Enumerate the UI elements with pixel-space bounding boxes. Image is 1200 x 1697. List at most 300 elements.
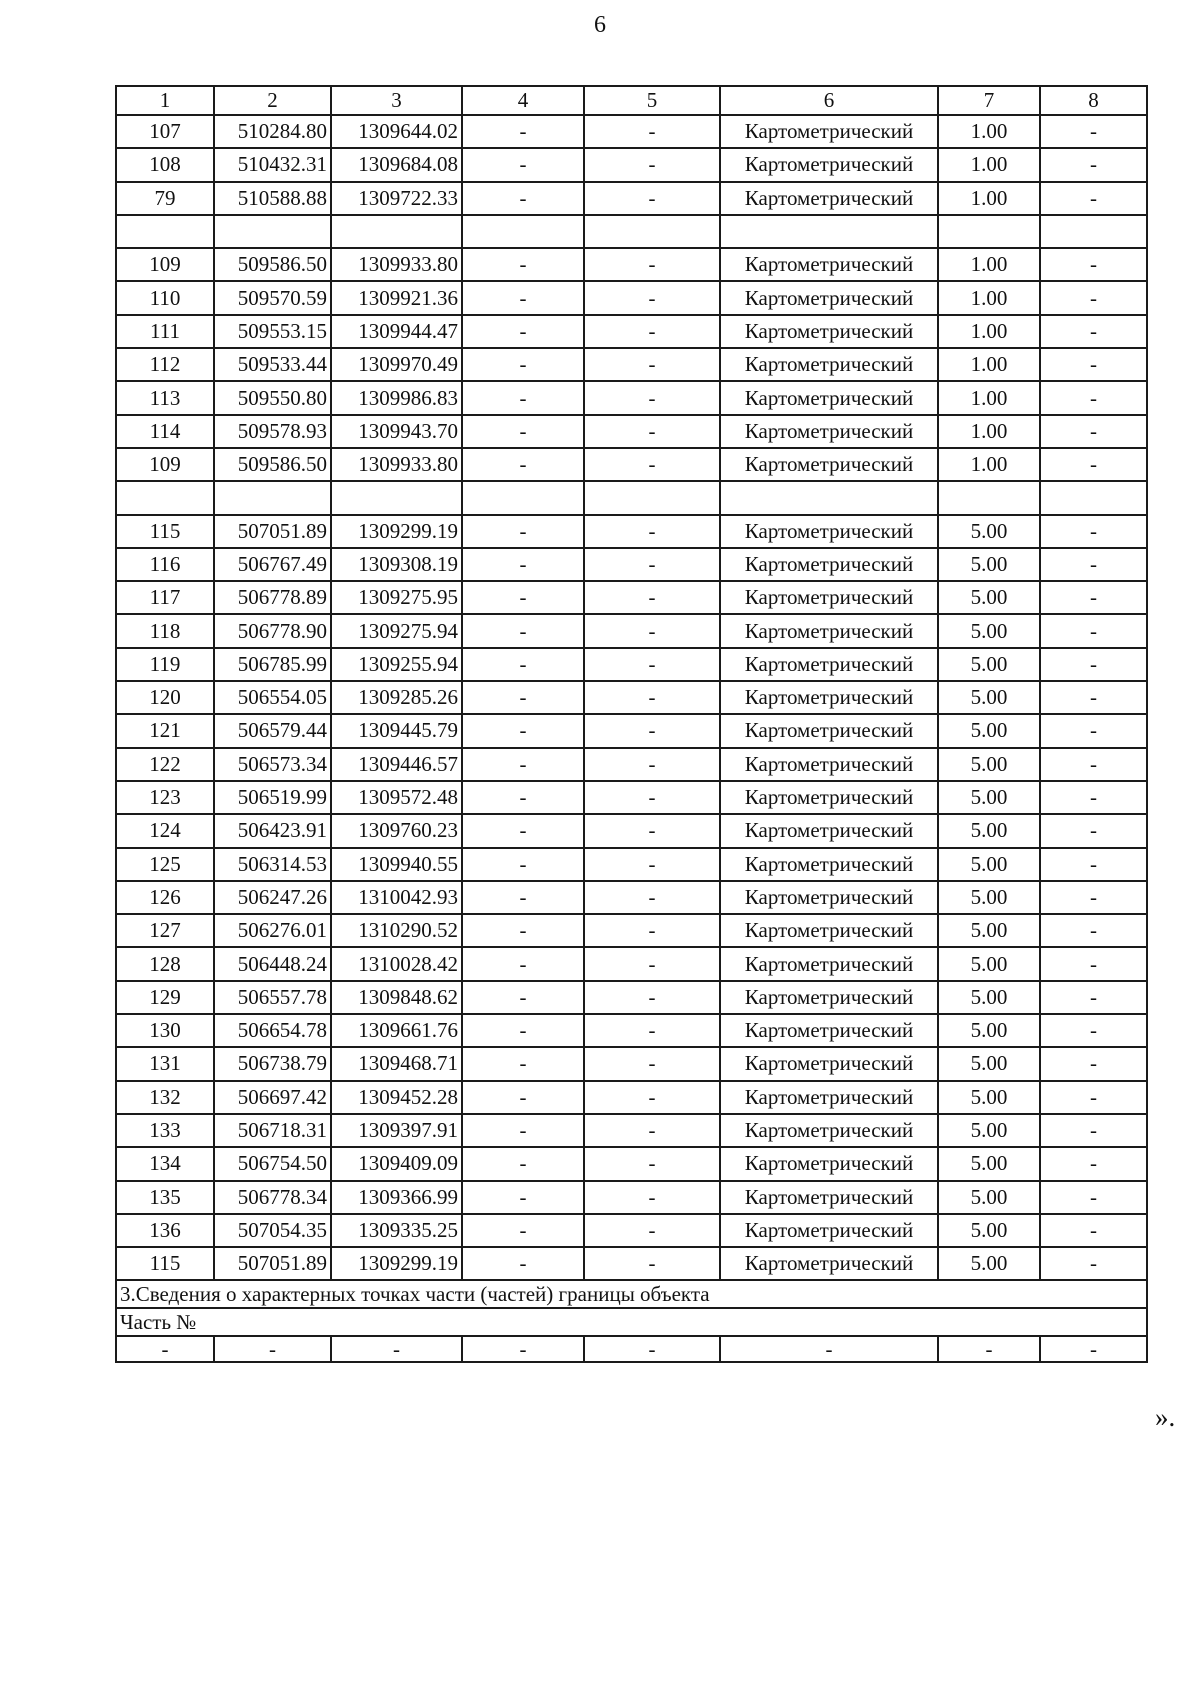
col8-cell: - (1040, 1014, 1147, 1047)
column-header: 5 (584, 86, 720, 115)
point-number-cell: 123 (116, 781, 214, 814)
x-coordinate-cell: 510588.88 (214, 182, 331, 215)
col5-cell: - (584, 914, 720, 947)
closing-quote: ». (1155, 1402, 1176, 1432)
table-row (116, 881, 1147, 914)
y-coordinate-cell: 1310042.93 (331, 881, 462, 914)
point-number-cell: 115 (116, 515, 214, 548)
method-cell: Картометрический (720, 614, 938, 647)
y-coordinate-cell: 1309760.23 (331, 814, 462, 847)
col5-cell: - (584, 614, 720, 647)
point-number-cell: 132 (116, 1081, 214, 1114)
method-cell: Картометрический (720, 281, 938, 314)
x-coordinate-cell: 507054.35 (214, 1214, 331, 1247)
section-title-row (116, 1280, 1147, 1308)
x-coordinate-cell: 506785.99 (214, 648, 331, 681)
point-number-cell: 109 (116, 248, 214, 281)
point-number-cell: 116 (116, 548, 214, 581)
method-cell: Картометрический (720, 248, 938, 281)
method-cell: Картометрический (720, 315, 938, 348)
point-number-cell: 135 (116, 1181, 214, 1214)
col5-cell: - (584, 115, 720, 148)
part-data-cell: - (1040, 1336, 1147, 1362)
col5-cell: - (584, 1114, 720, 1147)
x-coordinate-cell: 509578.93 (214, 415, 331, 448)
method-cell: Картометрический (720, 1181, 938, 1214)
accuracy-cell: 5.00 (938, 614, 1040, 647)
col8-cell: - (1040, 1181, 1147, 1214)
accuracy-cell: 5.00 (938, 1247, 1040, 1280)
method-cell: Картометрический (720, 448, 938, 481)
method-cell: Картометрический (720, 1147, 938, 1180)
y-coordinate-cell: 1309299.19 (331, 515, 462, 548)
col4-cell: - (462, 781, 584, 814)
table-row (116, 148, 1147, 181)
accuracy-cell: 5.00 (938, 881, 1040, 914)
method-cell: Картометрический (720, 1114, 938, 1147)
table-row (116, 481, 1147, 514)
point-number-cell: 110 (116, 281, 214, 314)
x-coordinate-cell (214, 215, 331, 248)
col8-cell: - (1040, 381, 1147, 414)
point-number-cell: 79 (116, 182, 214, 215)
x-coordinate-cell: 506448.24 (214, 947, 331, 980)
x-coordinate-cell: 506718.31 (214, 1114, 331, 1147)
y-coordinate-cell: 1309940.55 (331, 848, 462, 881)
col8-cell: - (1040, 981, 1147, 1014)
method-cell (720, 481, 938, 514)
column-header: 6 (720, 86, 938, 115)
col5-cell: - (584, 748, 720, 781)
accuracy-cell: 5.00 (938, 1014, 1040, 1047)
accuracy-cell: 5.00 (938, 947, 1040, 980)
col4-cell: - (462, 115, 584, 148)
col8-cell: - (1040, 1247, 1147, 1280)
column-header: 2 (214, 86, 331, 115)
point-number-cell: 114 (116, 415, 214, 448)
col5-cell: - (584, 648, 720, 681)
col4-cell: - (462, 1247, 584, 1280)
method-cell: Картометрический (720, 748, 938, 781)
x-coordinate-cell: 510432.31 (214, 148, 331, 181)
part-label-row (116, 1308, 1147, 1336)
col5-cell: - (584, 1081, 720, 1114)
point-number-cell: 126 (116, 881, 214, 914)
col8-cell: - (1040, 548, 1147, 581)
point-number-cell: 117 (116, 581, 214, 614)
y-coordinate-cell: 1309397.91 (331, 1114, 462, 1147)
x-coordinate-cell: 506697.42 (214, 1081, 331, 1114)
col4-cell: - (462, 1214, 584, 1247)
accuracy-cell: 5.00 (938, 1147, 1040, 1180)
y-coordinate-cell: 1309986.83 (331, 381, 462, 414)
x-coordinate-cell: 509586.50 (214, 448, 331, 481)
table-row (116, 381, 1147, 414)
x-coordinate-cell: 506778.90 (214, 614, 331, 647)
method-cell: Картометрический (720, 881, 938, 914)
col5-cell: - (584, 448, 720, 481)
table-row (116, 714, 1147, 747)
point-number-cell: 111 (116, 315, 214, 348)
col5-cell: - (584, 148, 720, 181)
col5-cell: - (584, 348, 720, 381)
col4-cell: - (462, 348, 584, 381)
method-cell: Картометрический (720, 1214, 938, 1247)
col4-cell: - (462, 748, 584, 781)
col5-cell: - (584, 1147, 720, 1180)
table-row (116, 215, 1147, 248)
method-cell: Картометрический (720, 848, 938, 881)
col8-cell: - (1040, 115, 1147, 148)
table-row (116, 548, 1147, 581)
col5-cell: - (584, 1181, 720, 1214)
method-cell: Картометрический (720, 814, 938, 847)
accuracy-cell: 1.00 (938, 148, 1040, 181)
y-coordinate-cell: 1310290.52 (331, 914, 462, 947)
col5-cell: - (584, 981, 720, 1014)
col5-cell: - (584, 781, 720, 814)
table-row (116, 581, 1147, 614)
col8-cell: - (1040, 1047, 1147, 1080)
accuracy-cell: 5.00 (938, 1214, 1040, 1247)
col5-cell: - (584, 515, 720, 548)
accuracy-cell (938, 481, 1040, 514)
y-coordinate-cell: 1309275.94 (331, 614, 462, 647)
col8-cell: - (1040, 1214, 1147, 1247)
accuracy-cell: 1.00 (938, 381, 1040, 414)
method-cell: Картометрический (720, 115, 938, 148)
x-coordinate-cell: 506247.26 (214, 881, 331, 914)
col5-cell: - (584, 381, 720, 414)
col4-cell: - (462, 315, 584, 348)
point-number-cell: 112 (116, 348, 214, 381)
x-coordinate-cell: 506654.78 (214, 1014, 331, 1047)
page-number: 6 (594, 12, 606, 38)
col8-cell: - (1040, 148, 1147, 181)
table-row (116, 1247, 1147, 1280)
table-row (116, 515, 1147, 548)
col8-cell: - (1040, 848, 1147, 881)
method-cell: Картометрический (720, 1247, 938, 1280)
col8-cell: - (1040, 248, 1147, 281)
col4-cell: - (462, 1181, 584, 1214)
column-header: 7 (938, 86, 1040, 115)
col4-cell: - (462, 248, 584, 281)
x-coordinate-cell: 506738.79 (214, 1047, 331, 1080)
x-coordinate-cell: 507051.89 (214, 515, 331, 548)
point-number-cell: 136 (116, 1214, 214, 1247)
column-header: 4 (462, 86, 584, 115)
col8-cell: - (1040, 581, 1147, 614)
accuracy-cell: 1.00 (938, 115, 1040, 148)
part-data-cell: - (938, 1336, 1040, 1362)
table-row (116, 947, 1147, 980)
method-cell: Картометрический (720, 548, 938, 581)
table-row (116, 182, 1147, 215)
part-data-row (116, 1336, 1147, 1362)
table-row (116, 681, 1147, 714)
col5-cell (584, 215, 720, 248)
col5-cell: - (584, 947, 720, 980)
y-coordinate-cell: 1309308.19 (331, 548, 462, 581)
col5-cell (584, 481, 720, 514)
y-coordinate-cell: 1309572.48 (331, 781, 462, 814)
col5-cell: - (584, 1214, 720, 1247)
section-title: 3.Сведения о характерных точках части (частей) границы объекта (116, 1280, 1147, 1308)
y-coordinate-cell (331, 215, 462, 248)
y-coordinate-cell: 1309644.02 (331, 115, 462, 148)
table-row (116, 1181, 1147, 1214)
col8-cell: - (1040, 814, 1147, 847)
col8-cell: - (1040, 914, 1147, 947)
table-row (116, 1214, 1147, 1247)
method-cell: Картометрический (720, 515, 938, 548)
table-row (116, 848, 1147, 881)
table-header-row (116, 86, 1147, 115)
point-number-cell: 125 (116, 848, 214, 881)
x-coordinate-cell: 506778.34 (214, 1181, 331, 1214)
point-number-cell (116, 215, 214, 248)
method-cell: Картометрический (720, 348, 938, 381)
part-data-cell: - (720, 1336, 938, 1362)
point-number-cell: 131 (116, 1047, 214, 1080)
col4-cell: - (462, 548, 584, 581)
y-coordinate-cell: 1309285.26 (331, 681, 462, 714)
table-row (116, 115, 1147, 148)
point-number-cell: 128 (116, 947, 214, 980)
method-cell: Картометрический (720, 914, 938, 947)
x-coordinate-cell: 506519.99 (214, 781, 331, 814)
col5-cell: - (584, 182, 720, 215)
y-coordinate-cell: 1310028.42 (331, 947, 462, 980)
col4-cell: - (462, 881, 584, 914)
part-data-cell: - (214, 1336, 331, 1362)
col5-cell: - (584, 1047, 720, 1080)
accuracy-cell: 5.00 (938, 515, 1040, 548)
y-coordinate-cell: 1309255.94 (331, 648, 462, 681)
point-number-cell (116, 481, 214, 514)
x-coordinate-cell: 509533.44 (214, 348, 331, 381)
col5-cell: - (584, 248, 720, 281)
x-coordinate-cell: 506557.78 (214, 981, 331, 1014)
table-row (116, 1081, 1147, 1114)
accuracy-cell: 5.00 (938, 681, 1040, 714)
y-coordinate-cell: 1309933.80 (331, 248, 462, 281)
accuracy-cell: 1.00 (938, 415, 1040, 448)
col4-cell: - (462, 148, 584, 181)
y-coordinate-cell: 1309722.33 (331, 182, 462, 215)
col4-cell: - (462, 1114, 584, 1147)
table-row (116, 248, 1147, 281)
col8-cell: - (1040, 881, 1147, 914)
accuracy-cell: 1.00 (938, 281, 1040, 314)
col5-cell: - (584, 548, 720, 581)
table-row (116, 415, 1147, 448)
accuracy-cell: 1.00 (938, 448, 1040, 481)
col4-cell: - (462, 947, 584, 980)
accuracy-cell: 5.00 (938, 748, 1040, 781)
col8-cell: - (1040, 1081, 1147, 1114)
x-coordinate-cell: 510284.80 (214, 115, 331, 148)
coordinates-table (115, 85, 1148, 1363)
accuracy-cell: 5.00 (938, 814, 1040, 847)
method-cell (720, 215, 938, 248)
part-data-cell: - (462, 1336, 584, 1362)
column-header: 3 (331, 86, 462, 115)
y-coordinate-cell: 1309943.70 (331, 415, 462, 448)
col4-cell: - (462, 415, 584, 448)
col4-cell: - (462, 648, 584, 681)
table-row (116, 1047, 1147, 1080)
col4-cell: - (462, 1014, 584, 1047)
y-coordinate-cell: 1309468.71 (331, 1047, 462, 1080)
accuracy-cell: 5.00 (938, 1181, 1040, 1214)
col4-cell: - (462, 1081, 584, 1114)
method-cell: Картометрический (720, 148, 938, 181)
y-coordinate-cell: 1309661.76 (331, 1014, 462, 1047)
col4-cell: - (462, 1147, 584, 1180)
col5-cell: - (584, 315, 720, 348)
accuracy-cell (938, 215, 1040, 248)
col5-cell: - (584, 415, 720, 448)
col5-cell: - (584, 1014, 720, 1047)
accuracy-cell: 5.00 (938, 981, 1040, 1014)
col8-cell (1040, 481, 1147, 514)
x-coordinate-cell: 506423.91 (214, 814, 331, 847)
col4-cell: - (462, 515, 584, 548)
point-number-cell: 129 (116, 981, 214, 1014)
col8-cell: - (1040, 614, 1147, 647)
accuracy-cell: 5.00 (938, 581, 1040, 614)
col5-cell: - (584, 1247, 720, 1280)
table-row (116, 1147, 1147, 1180)
point-number-cell: 122 (116, 748, 214, 781)
method-cell: Картометрический (720, 781, 938, 814)
col5-cell: - (584, 848, 720, 881)
accuracy-cell: 5.00 (938, 548, 1040, 581)
x-coordinate-cell: 509586.50 (214, 248, 331, 281)
part-data-cell: - (116, 1336, 214, 1362)
table-row (116, 1114, 1147, 1147)
table-row (116, 981, 1147, 1014)
col8-cell: - (1040, 281, 1147, 314)
method-cell: Картометрический (720, 681, 938, 714)
column-header: 8 (1040, 86, 1147, 115)
col5-cell: - (584, 681, 720, 714)
table-row (116, 614, 1147, 647)
col8-cell: - (1040, 515, 1147, 548)
x-coordinate-cell: 506778.89 (214, 581, 331, 614)
point-number-cell: 124 (116, 814, 214, 847)
y-coordinate-cell: 1309921.36 (331, 281, 462, 314)
y-coordinate-cell: 1309452.28 (331, 1081, 462, 1114)
point-number-cell: 109 (116, 448, 214, 481)
y-coordinate-cell: 1309446.57 (331, 748, 462, 781)
x-coordinate-cell: 509553.15 (214, 315, 331, 348)
col8-cell: - (1040, 415, 1147, 448)
table-row (116, 281, 1147, 314)
accuracy-cell: 5.00 (938, 781, 1040, 814)
accuracy-cell: 1.00 (938, 248, 1040, 281)
col4-cell: - (462, 1047, 584, 1080)
column-header: 1 (116, 86, 214, 115)
col4-cell: - (462, 681, 584, 714)
y-coordinate-cell: 1309944.47 (331, 315, 462, 348)
col8-cell: - (1040, 714, 1147, 747)
col8-cell: - (1040, 348, 1147, 381)
method-cell: Картометрический (720, 648, 938, 681)
col4-cell: - (462, 581, 584, 614)
col8-cell: - (1040, 781, 1147, 814)
point-number-cell: 107 (116, 115, 214, 148)
col4-cell: - (462, 848, 584, 881)
col4-cell: - (462, 182, 584, 215)
table-row (116, 315, 1147, 348)
point-number-cell: 121 (116, 714, 214, 747)
table-row (116, 748, 1147, 781)
accuracy-cell: 1.00 (938, 315, 1040, 348)
table-row (116, 348, 1147, 381)
col8-cell: - (1040, 1147, 1147, 1180)
method-cell: Картометрический (720, 415, 938, 448)
point-number-cell: 133 (116, 1114, 214, 1147)
x-coordinate-cell: 509570.59 (214, 281, 331, 314)
accuracy-cell: 5.00 (938, 714, 1040, 747)
method-cell: Картометрический (720, 1014, 938, 1047)
col8-cell (1040, 215, 1147, 248)
point-number-cell: 119 (116, 648, 214, 681)
x-coordinate-cell: 507051.89 (214, 1247, 331, 1280)
x-coordinate-cell: 506276.01 (214, 914, 331, 947)
col8-cell: - (1040, 1114, 1147, 1147)
y-coordinate-cell: 1309933.80 (331, 448, 462, 481)
col8-cell: - (1040, 448, 1147, 481)
y-coordinate-cell: 1309970.49 (331, 348, 462, 381)
method-cell: Картометрический (720, 381, 938, 414)
point-number-cell: 118 (116, 614, 214, 647)
method-cell: Картометрический (720, 1047, 938, 1080)
accuracy-cell: 5.00 (938, 1114, 1040, 1147)
y-coordinate-cell: 1309335.25 (331, 1214, 462, 1247)
col5-cell: - (584, 881, 720, 914)
table-row (116, 1014, 1147, 1047)
col4-cell: - (462, 981, 584, 1014)
col4-cell: - (462, 381, 584, 414)
x-coordinate-cell: 506314.53 (214, 848, 331, 881)
col4-cell: - (462, 281, 584, 314)
x-coordinate-cell: 509550.80 (214, 381, 331, 414)
y-coordinate-cell: 1309366.99 (331, 1181, 462, 1214)
method-cell: Картометрический (720, 1081, 938, 1114)
point-number-cell: 127 (116, 914, 214, 947)
col5-cell: - (584, 281, 720, 314)
col8-cell: - (1040, 681, 1147, 714)
y-coordinate-cell: 1309684.08 (331, 148, 462, 181)
col8-cell: - (1040, 748, 1147, 781)
y-coordinate-cell: 1309445.79 (331, 714, 462, 747)
accuracy-cell: 5.00 (938, 1081, 1040, 1114)
table-row (116, 914, 1147, 947)
point-number-cell: 108 (116, 148, 214, 181)
point-number-cell: 120 (116, 681, 214, 714)
col4-cell (462, 215, 584, 248)
col4-cell: - (462, 714, 584, 747)
y-coordinate-cell (331, 481, 462, 514)
method-cell: Картометрический (720, 947, 938, 980)
method-cell: Картометрический (720, 981, 938, 1014)
col4-cell: - (462, 448, 584, 481)
point-number-cell: 115 (116, 1247, 214, 1280)
